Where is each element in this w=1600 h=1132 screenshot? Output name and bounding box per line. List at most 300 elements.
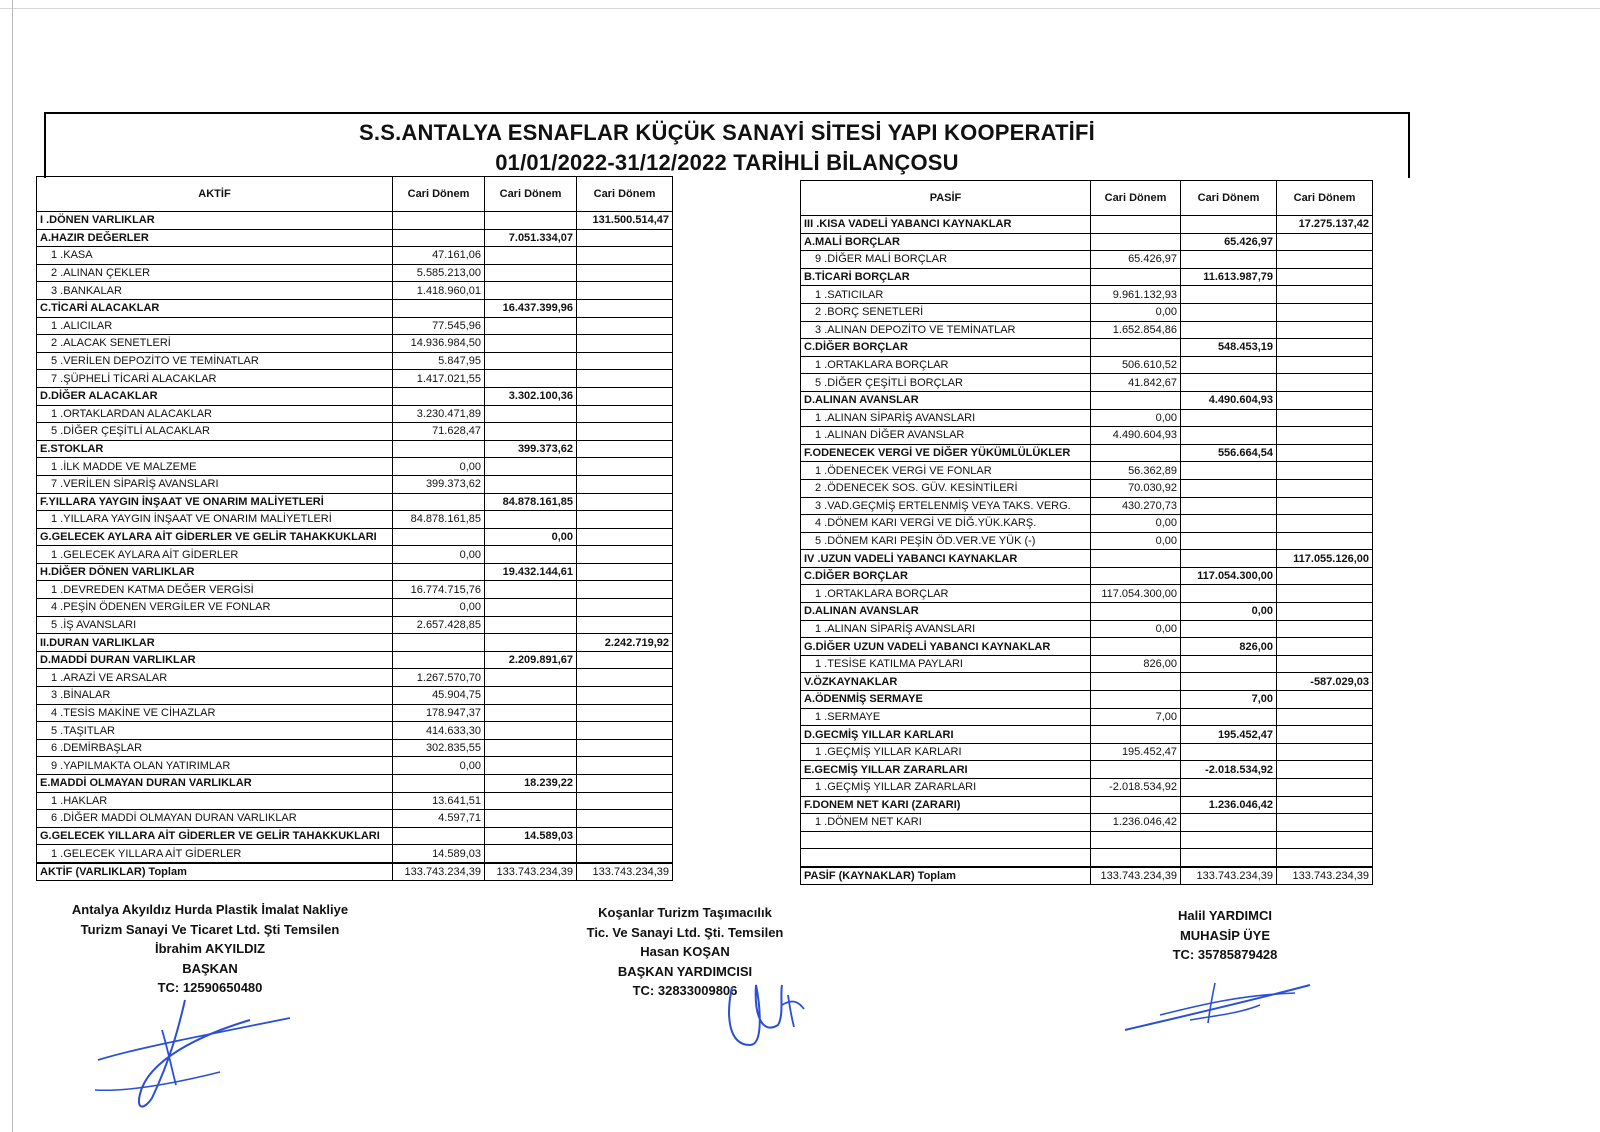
pasif-row-value-c2: [1181, 216, 1277, 234]
pasif-row-value-c1: [1091, 339, 1181, 357]
aktif-row-value-c3: [577, 739, 673, 757]
pasif-row-label: F.ODENECEK VERGİ VE DİĞER YÜKÜMLÜLÜKLER: [801, 444, 1091, 462]
aktif-row-value-c1: 1.418.960,01: [393, 282, 485, 300]
aktif-row-value-c3: [577, 687, 673, 705]
pasif-row: [801, 603, 1373, 621]
aktif-row-value-c2: [485, 581, 577, 599]
title-box: [44, 112, 1410, 178]
pasif-row-label: 1 .GEÇMİŞ YILLAR KARLARI: [801, 743, 1091, 761]
pasif-row-value-c2: [1181, 673, 1277, 691]
aktif-row: [37, 845, 673, 863]
aktif-row: [37, 687, 673, 705]
pasif-row-label: [801, 849, 1091, 867]
aktif-row-value-c3: [577, 757, 673, 775]
aktif-row: [37, 387, 673, 405]
aktif-row-value-c3: 131.500.514,47: [577, 212, 673, 230]
aktif-row-value-c1: [393, 528, 485, 546]
pasif-row-value-c2: [1181, 655, 1277, 673]
pasif-row-value-c1: [1091, 831, 1181, 849]
pasif-row-value-c2: 826,00: [1181, 638, 1277, 656]
aktif-row-value-c3: [577, 493, 673, 511]
aktif-row-value-c2: 0,00: [485, 528, 577, 546]
aktif-row: [37, 370, 673, 388]
aktif-row-value-c3: [577, 546, 673, 564]
aktif-row-label: 5 .DİĞER ÇEŞİTLİ ALACAKLAR: [37, 423, 393, 441]
aktif-row-label: I .DÖNEN VARLIKLAR: [37, 212, 393, 230]
pasif-row: [801, 620, 1373, 638]
aktif-row-value-c1: 16.774.715,76: [393, 581, 485, 599]
aktif-row-value-c2: [485, 335, 577, 353]
pasif-row: [801, 497, 1373, 515]
aktif-row: [37, 827, 673, 845]
aktif-row-value-c3: [577, 722, 673, 740]
pasif-row: [801, 303, 1373, 321]
signatory-name: İbrahim AKYILDIZ: [154, 941, 266, 956]
aktif-row-value-c3: [577, 792, 673, 810]
aktif-row-value-c3: [577, 335, 673, 353]
aktif-row: [37, 616, 673, 634]
aktif-row-label: C.TİCARİ ALACAKLAR: [37, 299, 393, 317]
pasif-row-value-c1: 0,00: [1091, 620, 1181, 638]
pasif-row: [801, 761, 1373, 779]
aktif-row-value-c2: [485, 739, 577, 757]
pasif-row: [801, 638, 1373, 656]
pasif-row-value-c1: [1091, 638, 1181, 656]
pasif-row: [801, 356, 1373, 374]
aktif-row-value-c2: 19.432.144,61: [485, 563, 577, 581]
aktif-row-value-c2: [485, 757, 577, 775]
aktif-row: [37, 229, 673, 247]
aktif-row-value-c1: [393, 387, 485, 405]
aktif-row-value-c2: [485, 704, 577, 722]
aktif-row-value-c1: 1.417.021,55: [393, 370, 485, 388]
pasif-row-value-c2: [1181, 427, 1277, 445]
pasif-row-label: 1 .SERMAYE: [801, 708, 1091, 726]
signatory-name: Hasan KOŞAN: [640, 944, 730, 959]
pasif-row-value-c3: [1277, 321, 1373, 339]
pasif-row-value-c3: [1277, 779, 1373, 797]
pasif-row-value-c2: [1181, 585, 1277, 603]
pasif-row: [801, 268, 1373, 286]
aktif-row-value-c2: [485, 247, 577, 265]
aktif-row-value-c3: [577, 387, 673, 405]
aktif-header-row: [37, 177, 673, 212]
pasif-row-value-c2: [1181, 374, 1277, 392]
pasif-row: [801, 796, 1373, 814]
pasif-row-label: 1 .ALINAN SİPARİŞ AVANSLARI: [801, 409, 1091, 427]
aktif-row-value-c2: 3.302.100,36: [485, 387, 577, 405]
pasif-row-value-c1: [1091, 391, 1181, 409]
aktif-row-value-c1: [393, 651, 485, 669]
balance-sheet: [36, 100, 1408, 890]
signatory-role: BAŞKAN: [182, 960, 238, 976]
pasif-row: [801, 831, 1373, 849]
signature-block-accountant: [1140, 906, 1310, 965]
pasif-row-label: 9 .DİĞER MALİ BORÇLAR: [801, 251, 1091, 269]
pasif-row-value-c3: [1277, 620, 1373, 638]
pasif-row-value-c3: [1277, 708, 1373, 726]
aktif-row-label: H.DİĞER DÖNEN VARLIKLAR: [37, 563, 393, 581]
aktif-row-value-c1: [393, 775, 485, 793]
aktif-row-value-c2: [485, 370, 577, 388]
pasif-row-value-c1: 7,00: [1091, 708, 1181, 726]
pasif-row-label: III .KISA VADELİ YABANCI KAYNAKLAR: [801, 216, 1091, 234]
aktif-row-value-c2: 84.878.161,85: [485, 493, 577, 511]
handwritten-signature-accountant: [1120, 975, 1320, 1045]
aktif-row: [37, 405, 673, 423]
aktif-row-label: 2 .ALINAN ÇEKLER: [37, 264, 393, 282]
pasif-row: [801, 409, 1373, 427]
pasif-row-value-c2: [1181, 462, 1277, 480]
aktif-body: [37, 212, 673, 881]
pasif-row-value-c1: [1091, 550, 1181, 568]
pasif-row-label: D.ALINAN AVANSLAR: [801, 391, 1091, 409]
aktif-row-value-c3: [577, 423, 673, 441]
pasif-row-value-c1: [1091, 603, 1181, 621]
aktif-row-value-c2: [485, 546, 577, 564]
aktif-row-value-c3: [577, 616, 673, 634]
aktif-row: [37, 722, 673, 740]
pasif-row-label: 3 .VAD.GEÇMİŞ ERTELENMİŞ VEYA TAKS. VERG.: [801, 497, 1091, 515]
aktif-row-value-c1: 14.589,03: [393, 845, 485, 863]
pasif-row-value-c3: [1277, 409, 1373, 427]
pasif-row-label: 5 .DÖNEM KARI PEŞİN ÖD.VER.VE YÜK (-): [801, 532, 1091, 550]
aktif-row: [37, 546, 673, 564]
aktif-row-value-c3: 2.242.719,92: [577, 634, 673, 652]
pasif-row-value-c3: [1277, 268, 1373, 286]
aktif-row-value-c3: [577, 511, 673, 529]
pasif-row-value-c3: [1277, 497, 1373, 515]
pasif-row-value-c3: [1277, 638, 1373, 656]
pasif-row: [801, 726, 1373, 744]
pasif-row-label: 1 .ALINAN SİPARİŞ AVANSLARI: [801, 620, 1091, 638]
pasif-row-value-c3: 17.275.137,42: [1277, 216, 1373, 234]
pasif-row-value-c3: [1277, 515, 1373, 533]
aktif-row-label: 9 .YAPILMAKTA OLAN YATIRIMLAR: [37, 757, 393, 775]
aktif-row-value-c2: [485, 687, 577, 705]
pasif-row-label: 1 .ORTAKLARA BORÇLAR: [801, 585, 1091, 603]
aktif-row-value-c3: [577, 704, 673, 722]
signatory-id: TC: 35785879428: [1172, 947, 1278, 962]
aktif-row-value-c2: [485, 212, 577, 230]
pasif-row-label: [801, 831, 1091, 849]
pasif-row-value-c1: 4.490.604,93: [1091, 427, 1181, 445]
aktif-row: [37, 634, 673, 652]
pasif-row-label: C.DİĞER BORÇLAR: [801, 339, 1091, 357]
pasif-row-value-c2: 195.452,47: [1181, 726, 1277, 744]
aktif-row-value-c1: [393, 634, 485, 652]
pasif-row-value-c2: [1181, 409, 1277, 427]
pasif-row-value-c1: [1091, 567, 1181, 585]
aktif-row-label: 1 .ALICILAR: [37, 317, 393, 335]
pasif-row: [801, 655, 1373, 673]
aktif-row-value-c2: 7.051.334,07: [485, 229, 577, 247]
signatory-id: TC: 12590650480: [157, 980, 263, 995]
pasif-row: [801, 814, 1373, 832]
aktif-row-value-c3: [577, 810, 673, 828]
aktif-row-value-c1: 13.641,51: [393, 792, 485, 810]
pasif-row-value-c1: -2.018.534,92: [1091, 779, 1181, 797]
aktif-row-value-c3: [577, 370, 673, 388]
pasif-row-value-c1: 826,00: [1091, 655, 1181, 673]
pasif-row-value-c1: 56.362,89: [1091, 462, 1181, 480]
pasif-total-value-c2: 133.743.234,39: [1181, 867, 1277, 885]
pasif-row-value-c2: [1181, 831, 1277, 849]
pasif-row-value-c3: [1277, 585, 1373, 603]
pasif-row-value-c3: [1277, 761, 1373, 779]
aktif-row-value-c3: [577, 317, 673, 335]
aktif-row: [37, 792, 673, 810]
aktif-row-value-c2: [485, 669, 577, 687]
pasif-row: [801, 321, 1373, 339]
aktif-row-label: 1 .ARAZİ VE ARSALAR: [37, 669, 393, 687]
aktif-row-value-c1: [393, 440, 485, 458]
pasif-row-value-c2: 548.453,19: [1181, 339, 1277, 357]
aktif-row-label: F.YILLARA YAYGIN İNŞAAT VE ONARIM MALİYETLERİ: [37, 493, 393, 511]
signature-line: Koşanlar Turizm Taşımacılık: [598, 905, 772, 920]
aktif-header-col2: Cari Dönem: [485, 177, 577, 212]
aktif-row-value-c2: [485, 792, 577, 810]
pasif-header-col1: Cari Dönem: [1091, 181, 1181, 216]
pasif-row-value-c1: [1091, 673, 1181, 691]
aktif-row: [37, 317, 673, 335]
pasif-row-value-c2: -2.018.534,92: [1181, 761, 1277, 779]
aktif-row-label: 2 .ALACAK SENETLERİ: [37, 335, 393, 353]
pasif-row-value-c2: 117.054.300,00: [1181, 567, 1277, 585]
aktif-row-value-c1: 47.161,06: [393, 247, 485, 265]
aktif-row-value-c1: [393, 493, 485, 511]
aktif-row: [37, 282, 673, 300]
aktif-row-value-c1: 178.947,37: [393, 704, 485, 722]
aktif-row-value-c3: [577, 229, 673, 247]
pasif-row: [801, 673, 1373, 691]
pasif-row-value-c1: 65.426,97: [1091, 251, 1181, 269]
aktif-row-label: A.HAZIR DEĞERLER: [37, 229, 393, 247]
scan-edge-top: [0, 8, 1600, 9]
aktif-row-value-c3: [577, 247, 673, 265]
pasif-row-value-c3: [1277, 814, 1373, 832]
aktif-row-value-c2: [485, 317, 577, 335]
pasif-row-value-c2: 65.426,97: [1181, 233, 1277, 251]
pasif-row-value-c1: 41.842,67: [1091, 374, 1181, 392]
signatory-role: MUHASİP ÜYE: [1179, 927, 1271, 943]
pasif-row: [801, 462, 1373, 480]
aktif-row-label: 1 .HAKLAR: [37, 792, 393, 810]
aktif-row-value-c2: [485, 616, 577, 634]
signatory-role: BAŞKAN YARDIMCISI: [617, 963, 753, 979]
pasif-row: [801, 251, 1373, 269]
aktif-row-value-c2: 399.373,62: [485, 440, 577, 458]
aktif-row-value-c1: [393, 212, 485, 230]
aktif-row-value-c1: 5.847,95: [393, 352, 485, 370]
pasif-row-value-c3: [1277, 427, 1373, 445]
aktif-row-label: 6 .DİĞER MADDİ OLMAYAN DURAN VARLIKLAR: [37, 810, 393, 828]
aktif-row: [37, 440, 673, 458]
pasif-row: [801, 779, 1373, 797]
aktif-row-value-c2: 18.239,22: [485, 775, 577, 793]
pasif-row-value-c1: 70.030,92: [1091, 479, 1181, 497]
aktif-row-label: G.GELECEK AYLARA AİT GİDERLER VE GELİR TAHAKKUKLARI: [37, 528, 393, 546]
signature-line: Antalya Akyıldız Hurda Plastik İmalat Nakliye: [71, 902, 349, 917]
pasif-row-value-c3: [1277, 726, 1373, 744]
pasif-row-label: D.GECMİŞ YILLAR KARLARI: [801, 726, 1091, 744]
pasif-row-value-c2: [1181, 356, 1277, 374]
pasif-row: [801, 585, 1373, 603]
aktif-row-label: 3 .BANKALAR: [37, 282, 393, 300]
aktif-row: [37, 651, 673, 669]
aktif-row-value-c1: 302.835,55: [393, 739, 485, 757]
aktif-row-value-c1: 0,00: [393, 757, 485, 775]
aktif-row-value-c1: 71.628,47: [393, 423, 485, 441]
aktif-total-row: [37, 863, 673, 881]
aktif-row-label: 3 .BİNALAR: [37, 687, 393, 705]
pasif-row-label: 2 .ÖDENECEK SOS. GÜV. KESİNTİLERİ: [801, 479, 1091, 497]
aktif-row-label: 1 .YILLARA YAYGIN İNŞAAT VE ONARIM MALİYETLERİ: [37, 511, 393, 529]
aktif-row-label: 1 .KASA: [37, 247, 393, 265]
aktif-row-value-c1: [393, 827, 485, 845]
pasif-row-value-c1: [1091, 268, 1181, 286]
aktif-row-value-c3: [577, 440, 673, 458]
aktif-row-value-c3: [577, 405, 673, 423]
pasif-row: [801, 550, 1373, 568]
pasif-row-value-c2: [1181, 620, 1277, 638]
pasif-row-value-c2: 4.490.604,93: [1181, 391, 1277, 409]
aktif-total-label: AKTİF (VARLIKLAR) Toplam: [37, 863, 393, 881]
pasif-row: [801, 479, 1373, 497]
aktif-row-value-c3: [577, 581, 673, 599]
pasif-row-value-c1: 0,00: [1091, 532, 1181, 550]
aktif-total-value-c1: 133.743.234,39: [393, 863, 485, 881]
aktif-row-label: 5 .VERİLEN DEPOZİTO VE TEMİNATLAR: [37, 352, 393, 370]
pasif-row-value-c2: [1181, 814, 1277, 832]
pasif-row-label: A.MALİ BORÇLAR: [801, 233, 1091, 251]
pasif-total-value-c1: 133.743.234,39: [1091, 867, 1181, 885]
aktif-row-label: 4 .PEŞİN ÖDENEN VERGİLER VE FONLAR: [37, 599, 393, 617]
aktif-row: [37, 581, 673, 599]
signature-line: Tic. Ve Sanayi Ltd. Şti. Temsilen: [586, 924, 784, 940]
aktif-row: [37, 528, 673, 546]
handwritten-signature-vice-president: [720, 975, 830, 1055]
aktif-row-label: E.STOKLAR: [37, 440, 393, 458]
aktif-row-value-c2: [485, 282, 577, 300]
aktif-row: [37, 264, 673, 282]
pasif-row-value-c1: [1091, 726, 1181, 744]
pasif-row-value-c3: [1277, 251, 1373, 269]
pasif-row-value-c2: [1181, 286, 1277, 304]
pasif-row-label: 2 .BORÇ SENETLERİ: [801, 303, 1091, 321]
pasif-header-label: PASİF: [801, 181, 1091, 216]
aktif-row-label: 6 .DEMİRBAŞLAR: [37, 739, 393, 757]
aktif-row-value-c2: [485, 352, 577, 370]
aktif-row-value-c3: [577, 651, 673, 669]
pasif-row-label: E.GECMİŞ YILLAR ZARARLARI: [801, 761, 1091, 779]
aktif-row-value-c1: 0,00: [393, 458, 485, 476]
aktif-row-value-c1: 45.904,75: [393, 687, 485, 705]
aktif-row-label: 1 .GELECEK YILLARA AİT GİDERLER: [37, 845, 393, 863]
aktif-row-value-c3: [577, 282, 673, 300]
aktif-row-label: 5 .İŞ AVANSLARI: [37, 616, 393, 634]
aktif-row: [37, 669, 673, 687]
pasif-row-label: 1 .ÖDENECEK VERGİ VE FONLAR: [801, 462, 1091, 480]
pasif-row-value-c1: [1091, 444, 1181, 462]
pasif-row-value-c3: [1277, 356, 1373, 374]
pasif-row-value-c3: [1277, 743, 1373, 761]
pasif-row-value-c3: [1277, 532, 1373, 550]
pasif-row-label: 1 .ALINAN DİĞER AVANSLAR: [801, 427, 1091, 445]
aktif-row-label: 4 .TESİS MAKİNE VE CİHAZLAR: [37, 704, 393, 722]
aktif-row-label: 1 .DEVREDEN KATMA DEĞER VERGİSİ: [37, 581, 393, 599]
aktif-row-value-c3: [577, 599, 673, 617]
pasif-row-label: A.ÖDENMİŞ SERMAYE: [801, 691, 1091, 709]
aktif-row: [37, 475, 673, 493]
pasif-row-label: 1 .GEÇMİŞ YILLAR ZARARLARI: [801, 779, 1091, 797]
aktif-row: [37, 352, 673, 370]
signatory-name: Halil YARDIMCI: [1178, 908, 1272, 923]
aktif-row-label: 7 .VERİLEN SİPARİŞ AVANSLARI: [37, 475, 393, 493]
pasif-row-value-c3: [1277, 462, 1373, 480]
aktif-row: [37, 775, 673, 793]
pasif-row-value-c2: [1181, 479, 1277, 497]
aktif-row-value-c2: [485, 264, 577, 282]
signature-line: Turizm Sanayi Ve Ticaret Ltd. Şti Temsilen: [80, 921, 340, 937]
pasif-row-value-c1: [1091, 216, 1181, 234]
pasif-row-value-c2: [1181, 515, 1277, 533]
pasif-row: [801, 567, 1373, 585]
pasif-row-value-c1: 0,00: [1091, 515, 1181, 533]
pasif-row-value-c1: [1091, 691, 1181, 709]
pasif-row-value-c2: 7,00: [1181, 691, 1277, 709]
aktif-row-value-c2: 16.437.399,96: [485, 299, 577, 317]
aktif-row: [37, 335, 673, 353]
pasif-row-value-c2: [1181, 251, 1277, 269]
pasif-row-value-c3: [1277, 339, 1373, 357]
aktif-row-value-c2: [485, 475, 577, 493]
aktif-row-value-c1: 77.545,96: [393, 317, 485, 335]
aktif-table: [36, 176, 673, 881]
pasif-row-value-c1: 0,00: [1091, 303, 1181, 321]
pasif-row-value-c2: [1181, 779, 1277, 797]
pasif-row-value-c1: 430.270,73: [1091, 497, 1181, 515]
pasif-row-value-c3: -587.029,03: [1277, 673, 1373, 691]
aktif-row-value-c1: 414.633,30: [393, 722, 485, 740]
pasif-row-label: 1 .DÖNEM NET KARI: [801, 814, 1091, 832]
pasif-row-label: C.DİĞER BORÇLAR: [801, 567, 1091, 585]
pasif-row-value-c3: [1277, 796, 1373, 814]
pasif-header-col2: Cari Dönem: [1181, 181, 1277, 216]
pasif-row-label: 5 .DİĞER ÇEŞİTLİ BORÇLAR: [801, 374, 1091, 392]
pasif-row: [801, 233, 1373, 251]
pasif-row-value-c2: 0,00: [1181, 603, 1277, 621]
aktif-row-value-c3: [577, 563, 673, 581]
pasif-row-label: IV .UZUN VADELİ YABANCI KAYNAKLAR: [801, 550, 1091, 568]
pasif-row: [801, 286, 1373, 304]
pasif-row-label: D.ALINAN AVANSLAR: [801, 603, 1091, 621]
pasif-row-value-c1: [1091, 796, 1181, 814]
pasif-row-value-c3: [1277, 286, 1373, 304]
aktif-row-label: II.DURAN VARLIKLAR: [37, 634, 393, 652]
aktif-row: [37, 458, 673, 476]
pasif-row-value-c2: 1.236.046,42: [1181, 796, 1277, 814]
aktif-row-value-c3: [577, 669, 673, 687]
aktif-row: [37, 511, 673, 529]
pasif-row-value-c3: [1277, 233, 1373, 251]
aktif-row-value-c1: [393, 299, 485, 317]
aktif-row-value-c2: [485, 845, 577, 863]
aktif-row-label: 1 .GELECEK AYLARA AİT GİDERLER: [37, 546, 393, 564]
pasif-row-value-c3: [1277, 391, 1373, 409]
aktif-row-value-c3: [577, 299, 673, 317]
aktif-header-col3: Cari Dönem: [577, 177, 673, 212]
